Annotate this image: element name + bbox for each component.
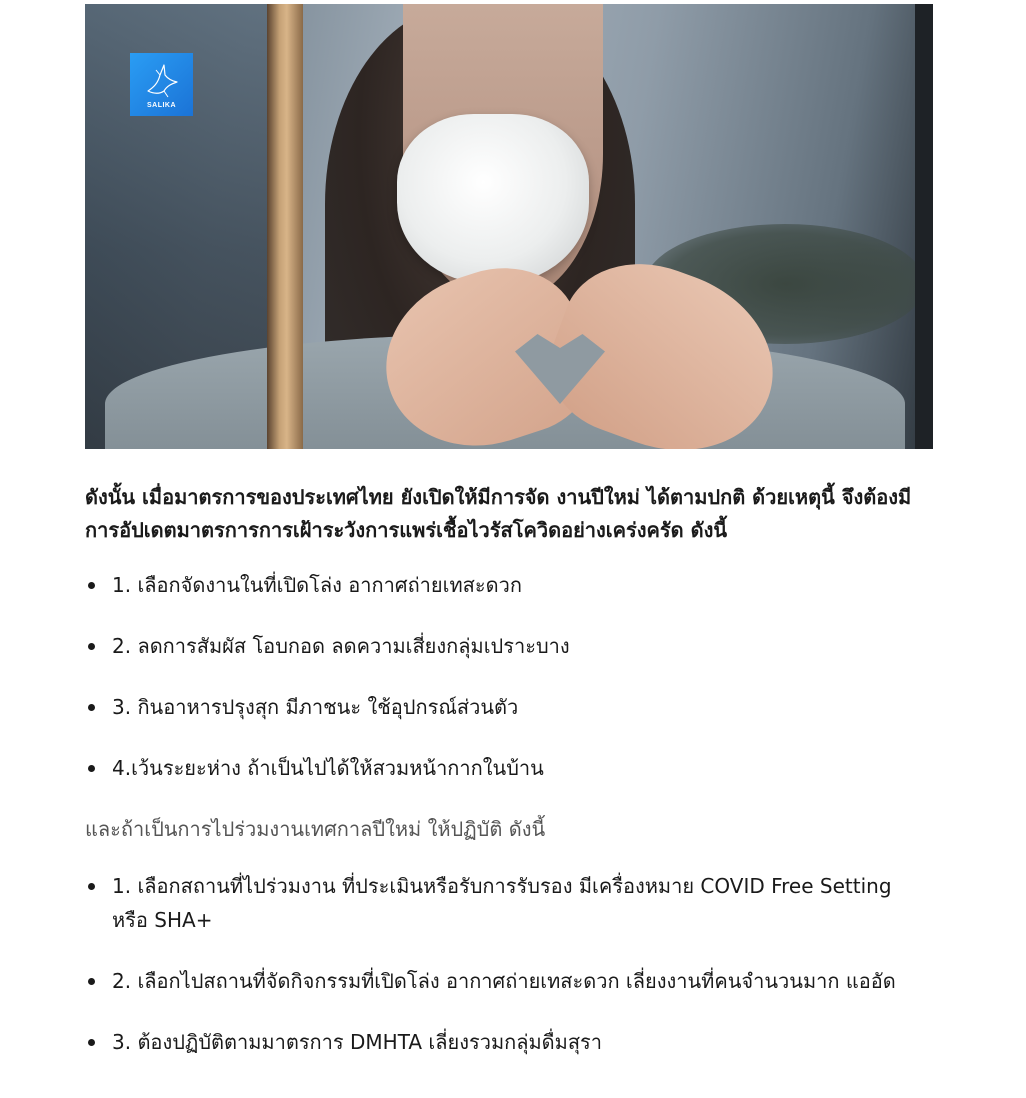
list-item: 4.เว้นระยะห่าง ถ้าเป็นไปได้ให้สวมหน้ากากในบ้าน: [85, 751, 933, 785]
salika-logo: [130, 53, 193, 116]
intro-paragraph: ดังนั้น เมื่อมาตรการของประเทศไทย ยังเปิดให้มีการจัด งานปีใหม่ ได้ตามปกติ ด้วยเหตุนี้ จึงต้องมีการอัปเดตมาตรการการเฝ้าระวังการแพร่เชื้อไวรัสโควิดอย่างเคร่งครัด ดังนี้: [85, 485, 912, 542]
list-item: 3. กินอาหารปรุงสุก มีภาชนะ ใช้อุปกรณ์ส่วนตัว: [85, 690, 933, 724]
window-frame: [267, 4, 303, 449]
article: [85, 4, 933, 1086]
hero-image: [85, 4, 933, 449]
face-mask: [397, 114, 589, 284]
list-item: 2. ลดการสัมผัส โอบกอด ลดความเสี่ยงกลุ่มเปราะบาง: [85, 629, 933, 663]
bird-icon: [142, 61, 182, 101]
window-edge-right: [915, 4, 933, 449]
list-item: 1. เลือกจัดงานในที่เปิดโล่ง อากาศถ่ายเทสะดวก: [85, 568, 933, 602]
logo-text: SALIKA: [146, 101, 177, 109]
home-measures-list: [85, 568, 933, 785]
list-item: 3. ต้องปฏิบัติตามมาตรการ DMHTA เลี่ยงรวมกลุ่มดื่มสุรา: [85, 1025, 933, 1059]
list-item: 1. เลือกสถานที่ไปร่วมงาน ที่ประเมินหรือรับการรับรอง มีเครื่องหมาย COVID Free Setting หรือ SHA+: [85, 869, 933, 937]
list-item: 2. เลือกไปสถานที่จัดกิจกรรมที่เปิดโล่ง อากาศถ่ายเทสะดวก เลี่ยงงานที่คนจำนวนมาก แออัด: [85, 964, 933, 998]
festival-measures-list: [85, 869, 933, 1059]
subheading: และถ้าเป็นการไปร่วมงานเทศกาลปีใหม่ ให้ปฏิบัติ ดังนี้: [85, 817, 546, 841]
